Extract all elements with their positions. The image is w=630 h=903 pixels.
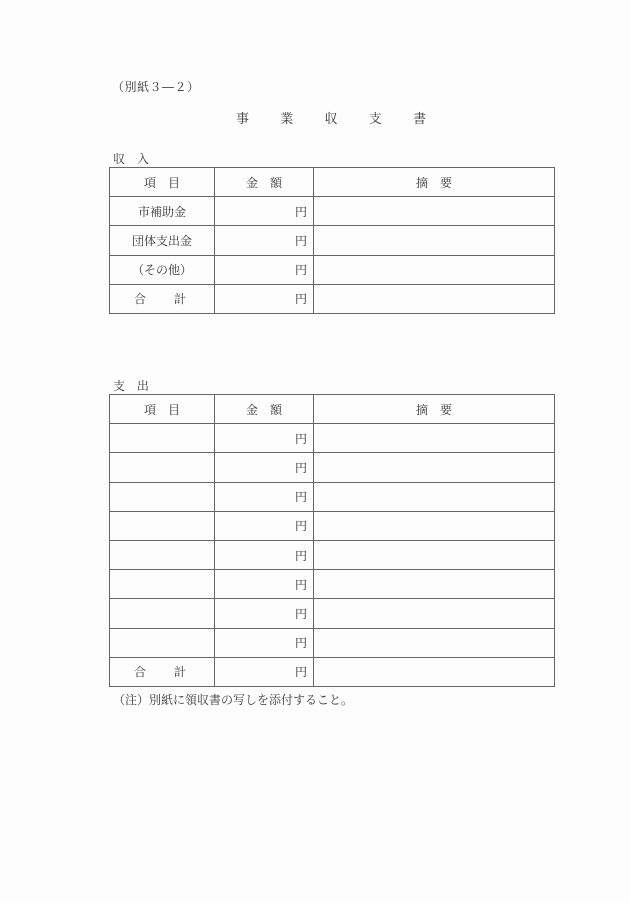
title-char: 事: [236, 112, 250, 127]
table-row: [110, 424, 555, 453]
item-cell[interactable]: [110, 599, 215, 628]
document-title: [236, 108, 426, 127]
amount-cell[interactable]: 円: [215, 570, 314, 599]
amount-cell[interactable]: 円: [215, 453, 314, 482]
summary-cell[interactable]: [314, 628, 555, 657]
total-label-left: 合: [134, 665, 147, 680]
title-char: 支: [368, 112, 382, 127]
amount-cell[interactable]: 円: [215, 255, 314, 284]
title-char: 収: [324, 112, 338, 127]
table-header-row: [110, 395, 555, 424]
total-label-cell: [110, 284, 215, 313]
attachment-label: （別紙３―２）: [112, 80, 200, 94]
summary-cell[interactable]: [314, 453, 555, 482]
table-row: [110, 255, 555, 284]
item-cell[interactable]: [110, 570, 215, 599]
amount-cell[interactable]: 円: [215, 197, 314, 226]
total-label-cell: [110, 657, 215, 686]
summary-cell[interactable]: [314, 540, 555, 569]
summary-cell[interactable]: [314, 424, 555, 453]
total-row: [110, 284, 555, 313]
total-row: [110, 657, 555, 686]
column-header-summary: 摘 要: [314, 168, 555, 197]
table-row: [110, 511, 555, 540]
total-label-right: 計: [173, 665, 186, 680]
column-header-summary: 摘 要: [314, 395, 555, 424]
total-label-left: 合: [134, 292, 147, 307]
item-cell[interactable]: [110, 453, 215, 482]
amount-cell[interactable]: 円: [215, 226, 314, 255]
column-header-amount: 金 額: [215, 395, 314, 424]
item-cell: （その他）: [110, 255, 215, 284]
item-cell[interactable]: [110, 628, 215, 657]
amount-cell[interactable]: 円: [215, 482, 314, 511]
item-cell: 市補助金: [110, 197, 215, 226]
amount-cell[interactable]: 円: [215, 628, 314, 657]
expense-table: [109, 394, 555, 687]
table-row: [110, 570, 555, 599]
table-row: [110, 540, 555, 569]
table-row: [110, 599, 555, 628]
expense-section-label: 支 出: [113, 379, 153, 393]
summary-cell[interactable]: [314, 570, 555, 599]
total-label-right: 計: [173, 292, 186, 307]
total-summary-cell[interactable]: [314, 284, 555, 313]
column-header-item: 項 目: [110, 168, 215, 197]
summary-cell[interactable]: [314, 197, 555, 226]
total-amount-cell[interactable]: 円: [215, 284, 314, 313]
table-row: [110, 482, 555, 511]
summary-cell[interactable]: [314, 482, 555, 511]
item-cell[interactable]: [110, 424, 215, 453]
item-cell[interactable]: [110, 540, 215, 569]
total-amount-cell[interactable]: 円: [215, 657, 314, 686]
summary-cell[interactable]: [314, 226, 555, 255]
summary-cell[interactable]: [314, 511, 555, 540]
amount-cell[interactable]: 円: [215, 540, 314, 569]
table-header-row: [110, 168, 555, 197]
table-row: [110, 453, 555, 482]
amount-cell[interactable]: 円: [215, 424, 314, 453]
table-row: [110, 197, 555, 226]
item-cell[interactable]: [110, 511, 215, 540]
amount-cell[interactable]: 円: [215, 511, 314, 540]
item-cell: 団体支出金: [110, 226, 215, 255]
income-table: [109, 167, 555, 314]
title-char: 業: [280, 112, 294, 127]
table-row: [110, 226, 555, 255]
income-section-label: 収 入: [113, 152, 153, 166]
footnote: （注）別紙に領収書の写しを添付すること。: [113, 693, 354, 707]
column-header-item: 項 目: [110, 395, 215, 424]
amount-cell[interactable]: 円: [215, 599, 314, 628]
summary-cell[interactable]: [314, 255, 555, 284]
table-row: [110, 628, 555, 657]
item-cell[interactable]: [110, 482, 215, 511]
title-char: 書: [412, 112, 426, 127]
summary-cell[interactable]: [314, 599, 555, 628]
column-header-amount: 金 額: [215, 168, 314, 197]
total-summary-cell[interactable]: [314, 657, 555, 686]
